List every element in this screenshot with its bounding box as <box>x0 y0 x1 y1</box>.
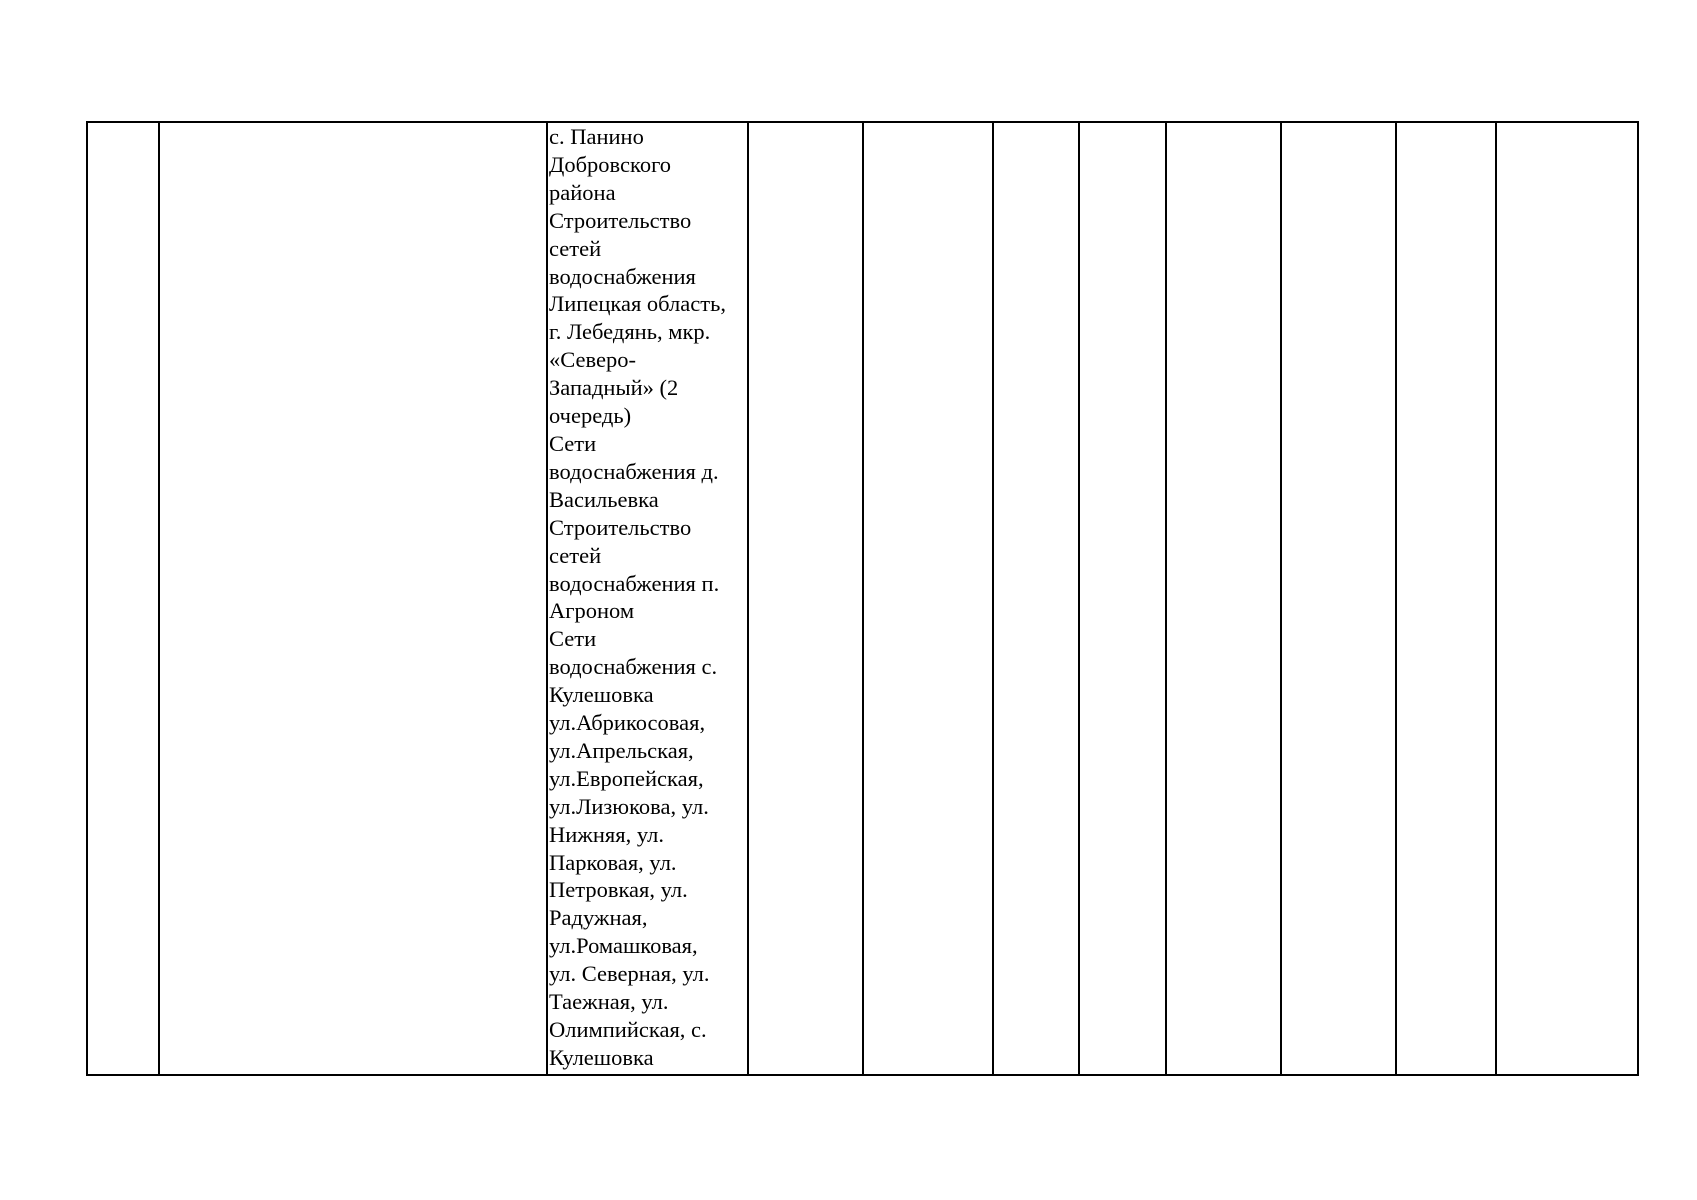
cell-text-line: Строительство <box>549 207 692 233</box>
cell-text-line: ул.Лизюкова, ул. <box>549 793 709 819</box>
table-cell-8 <box>1166 122 1281 1075</box>
document-table <box>86 121 1639 1076</box>
table-cell-6 <box>993 122 1079 1075</box>
table-cell-3 <box>547 122 748 1075</box>
cell-text-line: ул.Европейская, <box>549 765 704 791</box>
cell-text-line: Олимпийская, с. <box>549 1017 707 1042</box>
cell-text-line: Петровкая, ул. <box>549 877 688 903</box>
cell-text-line: Липецкая область, <box>549 291 726 317</box>
cell-text-line: Нижняя, ул. <box>549 821 664 847</box>
cell-text-line: ул. Северная, ул. <box>549 961 710 987</box>
cell-text-line: ул.Апрельская, <box>549 737 694 763</box>
cell-text-line: сетей <box>549 542 602 568</box>
table-cell-2 <box>159 122 547 1075</box>
table-cell-5 <box>863 122 993 1075</box>
table-cell-9 <box>1281 122 1396 1075</box>
cell-text-line: Таежная, ул. <box>549 989 669 1015</box>
cell-text-line: водоснабжения д. <box>549 458 719 484</box>
cell-text-line: водоснабжения с. <box>549 654 718 680</box>
cell-text-line: г. Лебедянь, мкр. <box>549 319 711 345</box>
cell-text-line: Кулешовка <box>549 1044 654 1070</box>
cell-text-line: сетей <box>549 235 602 261</box>
cell-text-line: водоснабжения п. <box>549 570 720 596</box>
cell-text-line: Кулешовка <box>549 682 654 708</box>
cell-text-line: Добровского <box>549 151 671 177</box>
table-cell-1 <box>87 122 159 1075</box>
cell-text-line: Парковая, ул. <box>549 849 677 875</box>
table-cell-10 <box>1396 122 1496 1075</box>
cell-text-line: «Северо- <box>549 347 636 373</box>
cell-text-line: Западный» (2 <box>549 375 679 401</box>
cell-text-line: очередь) <box>549 403 632 429</box>
cell-text-line: Сети <box>549 430 597 456</box>
object-list-text <box>548 123 747 1072</box>
cell-text-line: Васильевка <box>549 486 659 512</box>
cell-text-line: ул.Ромашковая, <box>549 933 698 959</box>
table-row <box>87 122 1638 1075</box>
cell-text-line: района <box>549 179 616 205</box>
table-cell-11 <box>1496 122 1638 1075</box>
cell-text-line: Строительство <box>549 514 692 540</box>
cell-text-line: Сети <box>549 626 597 652</box>
table-cell-7 <box>1079 122 1166 1075</box>
cell-text-line: ул.Абрикосовая, <box>549 710 706 736</box>
cell-text-line: Агроном <box>549 598 635 624</box>
cell-text-line: с. Панино <box>549 124 644 149</box>
table-cell-4 <box>748 122 863 1075</box>
cell-text-line: водоснабжения <box>549 263 696 289</box>
cell-text-line: Радужная, <box>549 905 648 931</box>
